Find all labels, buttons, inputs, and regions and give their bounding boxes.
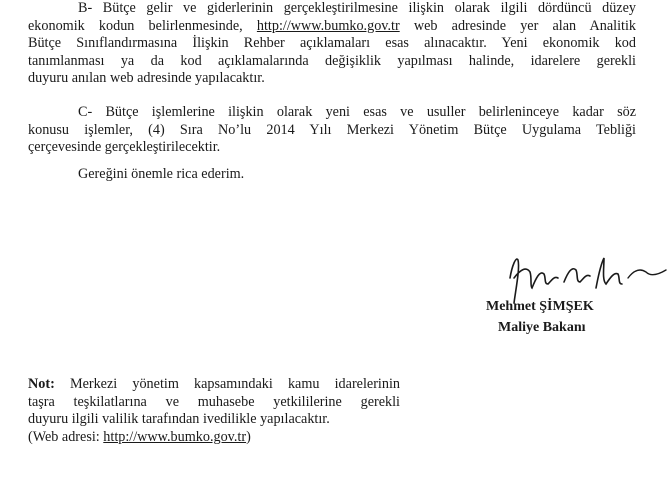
bumko-link[interactable]: http://www.bumko.gov.tr — [256, 17, 400, 34]
note-line-2: taşra teşkilatlarına ve muhasebe yetkililerine gerekli — [28, 393, 400, 410]
paragraph-b-line-1: B- Bütçe gelir ve giderlerinin gerçekleştirilmesine ilişkin olarak ilgili dördüncü düzey — [78, 0, 636, 16]
signer-name: Mehmet ŞİMŞEK — [486, 299, 594, 314]
note-line-3: duyuru ilgili valilik tarafından ivedilikle yapılacaktır. — [28, 411, 330, 428]
note-web-prefix: (Web adresi: — [28, 428, 104, 445]
paragraph-b-line-2-rest: web adresinde yer alan Analitik — [413, 17, 636, 34]
paragraph-c-line-2: konusu işlemler, (4) Sıra No’lu 2014 Yılı Merkezi Yönetim Bütçe Uygulama Tebliği — [28, 121, 636, 138]
paragraph-b-line-5: duyuru anılan web adresinde yapılacaktır. — [28, 70, 265, 87]
paragraph-b-line-2-text: ekonomik kodun belirlenmesinde, — [28, 17, 243, 34]
paragraph-b-line-2 — [28, 18, 636, 36]
note-label: Not: — [28, 376, 55, 392]
signer-title: Maliye Bakanı — [498, 320, 586, 335]
paragraph-b-line-3: Bütçe Sınıflandırmasına İlişkin Rehber açıklamaları esas alınacaktır. Yeni ekonomik kod — [28, 35, 636, 52]
paragraph-b-line-4: tanımlanması ya da kod açıklamalarında değişiklik yapılması halinde, idarelere gerekli — [28, 52, 636, 69]
closing-line: Gereğini önemle rica ederim. — [78, 166, 245, 182]
note-line-1 — [28, 376, 400, 394]
footnote — [28, 376, 400, 446]
note-line-4 — [28, 429, 400, 447]
note-bumko-link[interactable]: http://www.bumko.gov.tr — [103, 428, 247, 445]
paragraph-b — [28, 0, 636, 88]
note-line-1-text: Merkezi yönetim kapsamındaki kamu idarelerinin — [69, 376, 401, 392]
paragraph-c-line-1: C- Bütçe işlemlerine ilişkin olarak yeni esas ve usuller belirleninceye kadar söz — [78, 104, 636, 120]
paragraph-c — [28, 104, 636, 157]
paragraph-c-line-3: çerçevesinde gerçekleştirilecektir. — [28, 139, 221, 156]
note-web-suffix: ) — [246, 428, 251, 445]
